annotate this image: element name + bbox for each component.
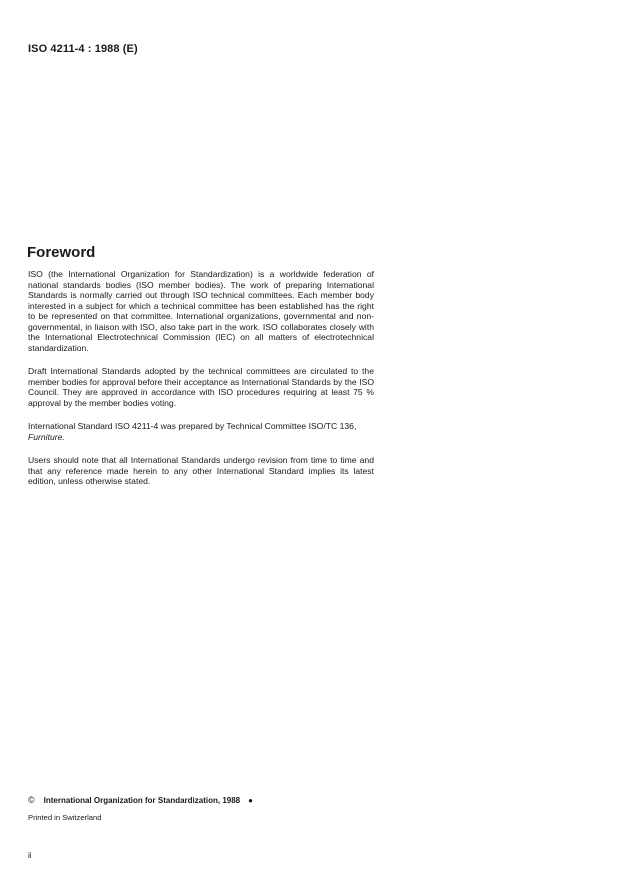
copyright-icon: ©: [28, 795, 35, 805]
page-number: ii: [28, 851, 32, 860]
paragraph-3-text: International Standard ISO 4211-4 was prepared by Technical Committee ISO/TC 136,: [28, 421, 357, 431]
foreword-paragraph-2: Draft International Standards adopted by the technical committees are circulated to the member bodies for approval before their acceptance as International Standards by the ISO Council. They are approved in accordance with ISO procedures requiring at least 75 % approval by the member bodies voting.: [28, 366, 374, 408]
foreword-paragraph-3: [28, 421, 374, 442]
foreword-body: [28, 269, 374, 487]
printed-location: Printed in Switzerland: [28, 813, 102, 822]
copyright-text: International Organization for Standardization, 1988: [43, 796, 241, 805]
committee-title: Furniture.: [28, 431, 65, 442]
foreword-paragraph-1: ISO (the International Organization for Standardization) is a worldwide federation of national standards bodies (ISO member bodies). The work of preparing International Standards is normally carried out through ISO technical committees. Each member body interested in a subject for which a technical committee has been established has the right to be represented on that committee. International organizations, governmental and non-governmental, in liaison with ISO, also take part in the work. ISO collaborates closely with the International Electrotechnical Commission (IEC) on all matters of electrotechnical standardization.: [28, 269, 374, 353]
copyright-notice: [28, 795, 253, 805]
foreword-heading: Foreword: [27, 244, 96, 261]
bullet-icon: ●: [248, 796, 253, 805]
foreword-paragraph-4: Users should note that all International Standards undergo revision from time to time and that any reference made herein to any other International Standard implies its latest edition, unless otherwise stated.: [28, 455, 374, 486]
document-id: ISO 4211-4 : 1988 (E): [28, 43, 138, 55]
